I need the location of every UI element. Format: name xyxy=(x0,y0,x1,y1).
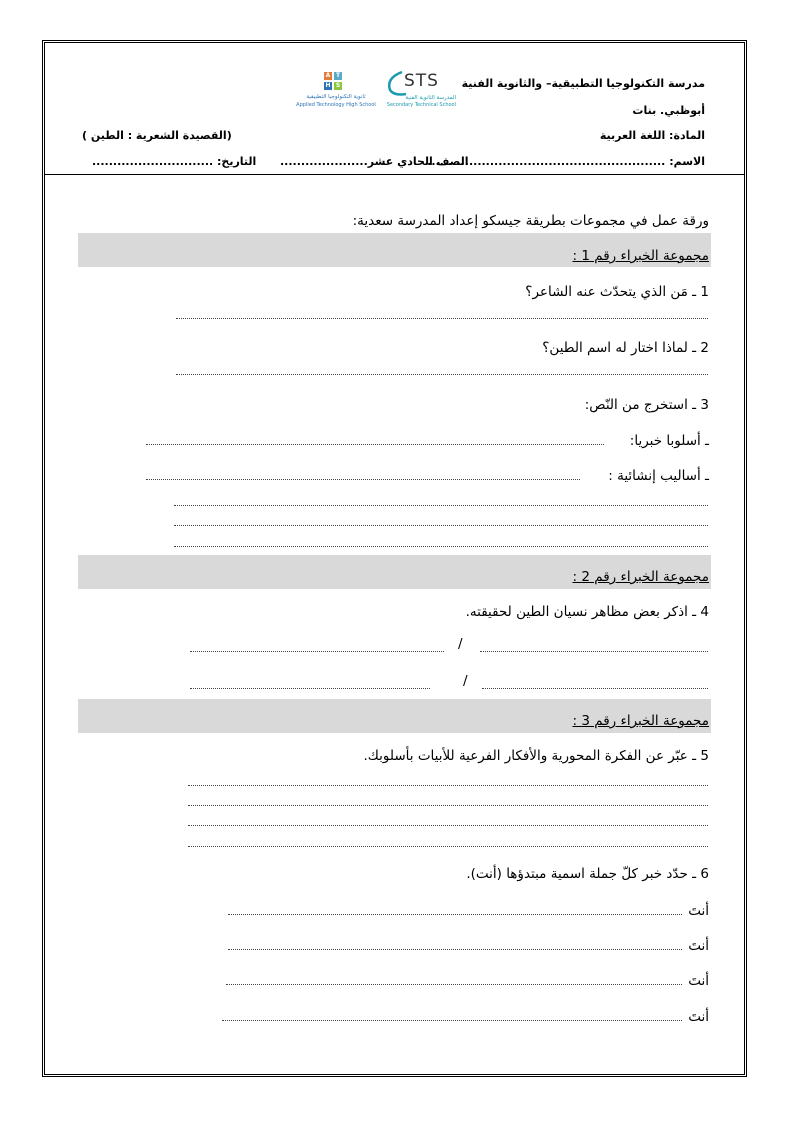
answer-separator: / xyxy=(463,673,468,689)
answer-line xyxy=(188,825,708,826)
answer-line xyxy=(146,444,604,445)
aths-letter-h: H xyxy=(325,82,331,89)
aths-logo-english: Applied Technology High School xyxy=(296,102,376,108)
worksheet-intro: ورقة عمل في مجموعات بطريقة جيسكو إعداد المدرسة سعدية: xyxy=(352,213,709,229)
question-4: 4 ـ اذكر بعض مظاهر نسيان الطين لحقيقته. xyxy=(465,604,709,620)
group-2-title: مجموعة الخبراء رقم 2 : xyxy=(572,569,709,585)
sts-logo-text: STS xyxy=(404,71,439,91)
anta-item-3: أنتَ xyxy=(688,973,709,989)
answer-line xyxy=(174,525,708,526)
answer-line xyxy=(226,984,682,985)
aths-letter-s: S xyxy=(335,82,341,89)
grade-label: الصف الحادي عشر..................... xyxy=(280,155,469,168)
answer-line xyxy=(190,651,444,652)
aths-letter-t: T xyxy=(335,72,341,79)
question-6: 6 ـ حدّد خبر كلّ جملة اسمية مبتدؤها (أنت). xyxy=(466,866,709,882)
answer-separator: / xyxy=(458,636,463,652)
date-field: التاريخ: ............................. xyxy=(92,155,257,168)
anta-item-1: أنتَ xyxy=(688,903,709,919)
question-1: 1 ـ مَن الذي يتحدّث عنه الشاعر؟ xyxy=(525,284,709,300)
question-2: 2 ـ لماذا اختار له اسم الطين؟ xyxy=(542,340,709,356)
group-3-title: مجموعة الخبراء رقم 3 : xyxy=(572,713,709,729)
sts-logo-arabic: المدرسة الثانوية الفنية xyxy=(405,95,456,101)
answer-line xyxy=(176,374,708,375)
school-name: مدرسة التكنولوجيا التطبيقية– والثانوية الفنية xyxy=(461,77,705,90)
aths-logo-arabic: ثانوية التكنولوجيا التطبيقية xyxy=(306,94,366,100)
answer-line xyxy=(174,546,708,547)
answer-line xyxy=(146,479,580,480)
answer-line xyxy=(228,949,682,950)
answer-line xyxy=(480,651,708,652)
anta-item-4: أنتَ xyxy=(688,1009,709,1025)
subject-label: المادة: اللغة العربية xyxy=(599,129,705,142)
answer-line xyxy=(482,688,708,689)
question-3: 3 ـ استخرج من النّص: xyxy=(584,397,709,413)
question-5: 5 ـ عبّر عن الفكرة المحورية والأفكار الفرعية للأبيات بأسلوبك. xyxy=(363,748,709,764)
sts-logo-english: Secondary Technical School xyxy=(386,102,456,108)
aths-letter-a: A xyxy=(325,72,331,79)
header-divider xyxy=(45,174,744,175)
answer-line xyxy=(188,846,708,847)
question-3-a: ـ أسلوبا خبريا: xyxy=(629,433,709,449)
answer-line xyxy=(190,688,430,689)
answer-line xyxy=(176,318,708,319)
student-name-field: الاسم: ......................................................... xyxy=(427,155,705,168)
sts-logo xyxy=(380,68,456,114)
aths-logo xyxy=(296,72,376,116)
group-1-title: مجموعة الخبراء رقم 1 : xyxy=(572,248,709,264)
answer-line xyxy=(228,914,682,915)
answer-line xyxy=(222,1020,682,1021)
anta-item-2: أنتَ xyxy=(688,938,709,954)
question-3-b: ـ أساليب إنشائية : xyxy=(608,468,709,484)
poem-title: (القصيدة الشعرية : الطين ) xyxy=(82,129,232,142)
answer-line xyxy=(188,805,708,806)
answer-line xyxy=(188,785,708,786)
answer-line xyxy=(174,505,708,506)
branch-name: أبوظبي. بنات xyxy=(632,104,705,117)
